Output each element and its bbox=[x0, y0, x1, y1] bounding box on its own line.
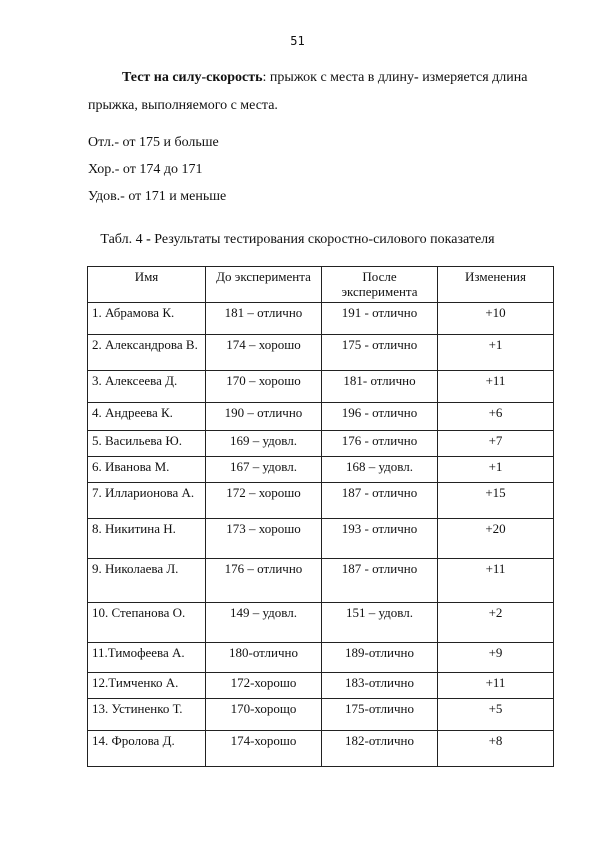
test-title: Тест на силу-скорость bbox=[122, 70, 263, 85]
table-row bbox=[88, 303, 554, 335]
cell-after: 175 - отлично bbox=[322, 335, 438, 371]
cell-after: 168 – удовл. bbox=[322, 457, 438, 483]
cell-after: 187 - отлично bbox=[322, 483, 438, 519]
cell-before: 169 – удовл. bbox=[206, 431, 322, 457]
cell-before: 174-хорошо bbox=[206, 731, 322, 767]
cell-after: 196 - отлично bbox=[322, 403, 438, 431]
header-change: Изменения bbox=[438, 267, 554, 303]
table-row bbox=[88, 457, 554, 483]
cell-name: 13. Устиненко Т. bbox=[88, 699, 206, 731]
table-row bbox=[88, 335, 554, 371]
cell-change: +9 bbox=[438, 643, 554, 673]
cell-after: 191 - отлично bbox=[322, 303, 438, 335]
cell-change: +11 bbox=[438, 559, 554, 603]
cell-change: +8 bbox=[438, 731, 554, 767]
results-table bbox=[87, 266, 554, 767]
grade-satisfactory: Удов.- от 171 и меньше bbox=[88, 189, 227, 204]
cell-before: 167 – удовл. bbox=[206, 457, 322, 483]
cell-before: 174 – хорошо bbox=[206, 335, 322, 371]
cell-name: 6. Иванова М. bbox=[88, 457, 206, 483]
cell-before: 181 – отлично bbox=[206, 303, 322, 335]
cell-before: 170 – хорошо bbox=[206, 371, 322, 403]
cell-after: 183-отлично bbox=[322, 673, 438, 699]
cell-after: 175-отлично bbox=[322, 699, 438, 731]
cell-change: +11 bbox=[438, 673, 554, 699]
table-row bbox=[88, 731, 554, 767]
cell-after: 151 – удовл. bbox=[322, 603, 438, 643]
cell-before: 170-хорощо bbox=[206, 699, 322, 731]
cell-before: 190 – отлично bbox=[206, 403, 322, 431]
cell-name: 11.Тимофеева А. bbox=[88, 643, 206, 673]
table-row bbox=[88, 431, 554, 457]
cell-name: 8. Никитина Н. bbox=[88, 519, 206, 559]
header-name: Имя bbox=[88, 267, 206, 303]
test-description: Тест на силу-скорость: прыжок с места в длину- измеряется длина прыжка, выполняемого с места. bbox=[88, 70, 528, 113]
cell-change: +7 bbox=[438, 431, 554, 457]
cell-after: 193 - отлично bbox=[322, 519, 438, 559]
cell-after: 187 - отлично bbox=[322, 559, 438, 603]
cell-name: 14. Фролова Д. bbox=[88, 731, 206, 767]
cell-after: 176 - отлично bbox=[322, 431, 438, 457]
cell-before: 172-хорошо bbox=[206, 673, 322, 699]
cell-change: +6 bbox=[438, 403, 554, 431]
cell-change: +1 bbox=[438, 335, 554, 371]
cell-before: 149 – удовл. bbox=[206, 603, 322, 643]
cell-change: +15 bbox=[438, 483, 554, 519]
header-after: После эксперимента bbox=[322, 267, 438, 303]
cell-change: +11 bbox=[438, 371, 554, 403]
cell-after: 181- отлично bbox=[322, 371, 438, 403]
cell-change: +2 bbox=[438, 603, 554, 643]
cell-before: 173 – хорошо bbox=[206, 519, 322, 559]
table-row bbox=[88, 371, 554, 403]
cell-name: 10. Степанова О. bbox=[88, 603, 206, 643]
cell-change: +10 bbox=[438, 303, 554, 335]
cell-before: 172 – хорошо bbox=[206, 483, 322, 519]
cell-name: 4. Андреева К. bbox=[88, 403, 206, 431]
cell-name: 5. Васильева Ю. bbox=[88, 431, 206, 457]
cell-name: 9. Николаева Л. bbox=[88, 559, 206, 603]
grade-excellent: Отл.- от 175 и больше bbox=[88, 135, 219, 150]
table-row bbox=[88, 699, 554, 731]
grade-good: Хор.- от 174 до 171 bbox=[88, 162, 203, 177]
table-row bbox=[88, 403, 554, 431]
cell-change: +1 bbox=[438, 457, 554, 483]
cell-change: +5 bbox=[438, 699, 554, 731]
cell-name: 1. Абрамова К. bbox=[88, 303, 206, 335]
table-header-row bbox=[88, 267, 554, 303]
cell-name: 7. Илларионова А. bbox=[88, 483, 206, 519]
cell-change: +20 bbox=[438, 519, 554, 559]
table-row bbox=[88, 603, 554, 643]
header-before: До эксперимента bbox=[206, 267, 322, 303]
cell-after: 189-отлично bbox=[322, 643, 438, 673]
table-row bbox=[88, 643, 554, 673]
table-caption: Табл. 4 - Результаты тестирования скоростно-силового показателя bbox=[100, 232, 495, 247]
cell-before: 180-отлично bbox=[206, 643, 322, 673]
cell-before: 176 – отлично bbox=[206, 559, 322, 603]
table-row bbox=[88, 559, 554, 603]
cell-name: 12.Тимченко А. bbox=[88, 673, 206, 699]
cell-name: 3. Алексеева Д. bbox=[88, 371, 206, 403]
cell-after: 182-отлично bbox=[322, 731, 438, 767]
table-row bbox=[88, 673, 554, 699]
cell-name: 2. Александрова В. bbox=[88, 335, 206, 371]
page-number: 51 bbox=[290, 34, 305, 48]
table-row bbox=[88, 483, 554, 519]
table-row bbox=[88, 519, 554, 559]
